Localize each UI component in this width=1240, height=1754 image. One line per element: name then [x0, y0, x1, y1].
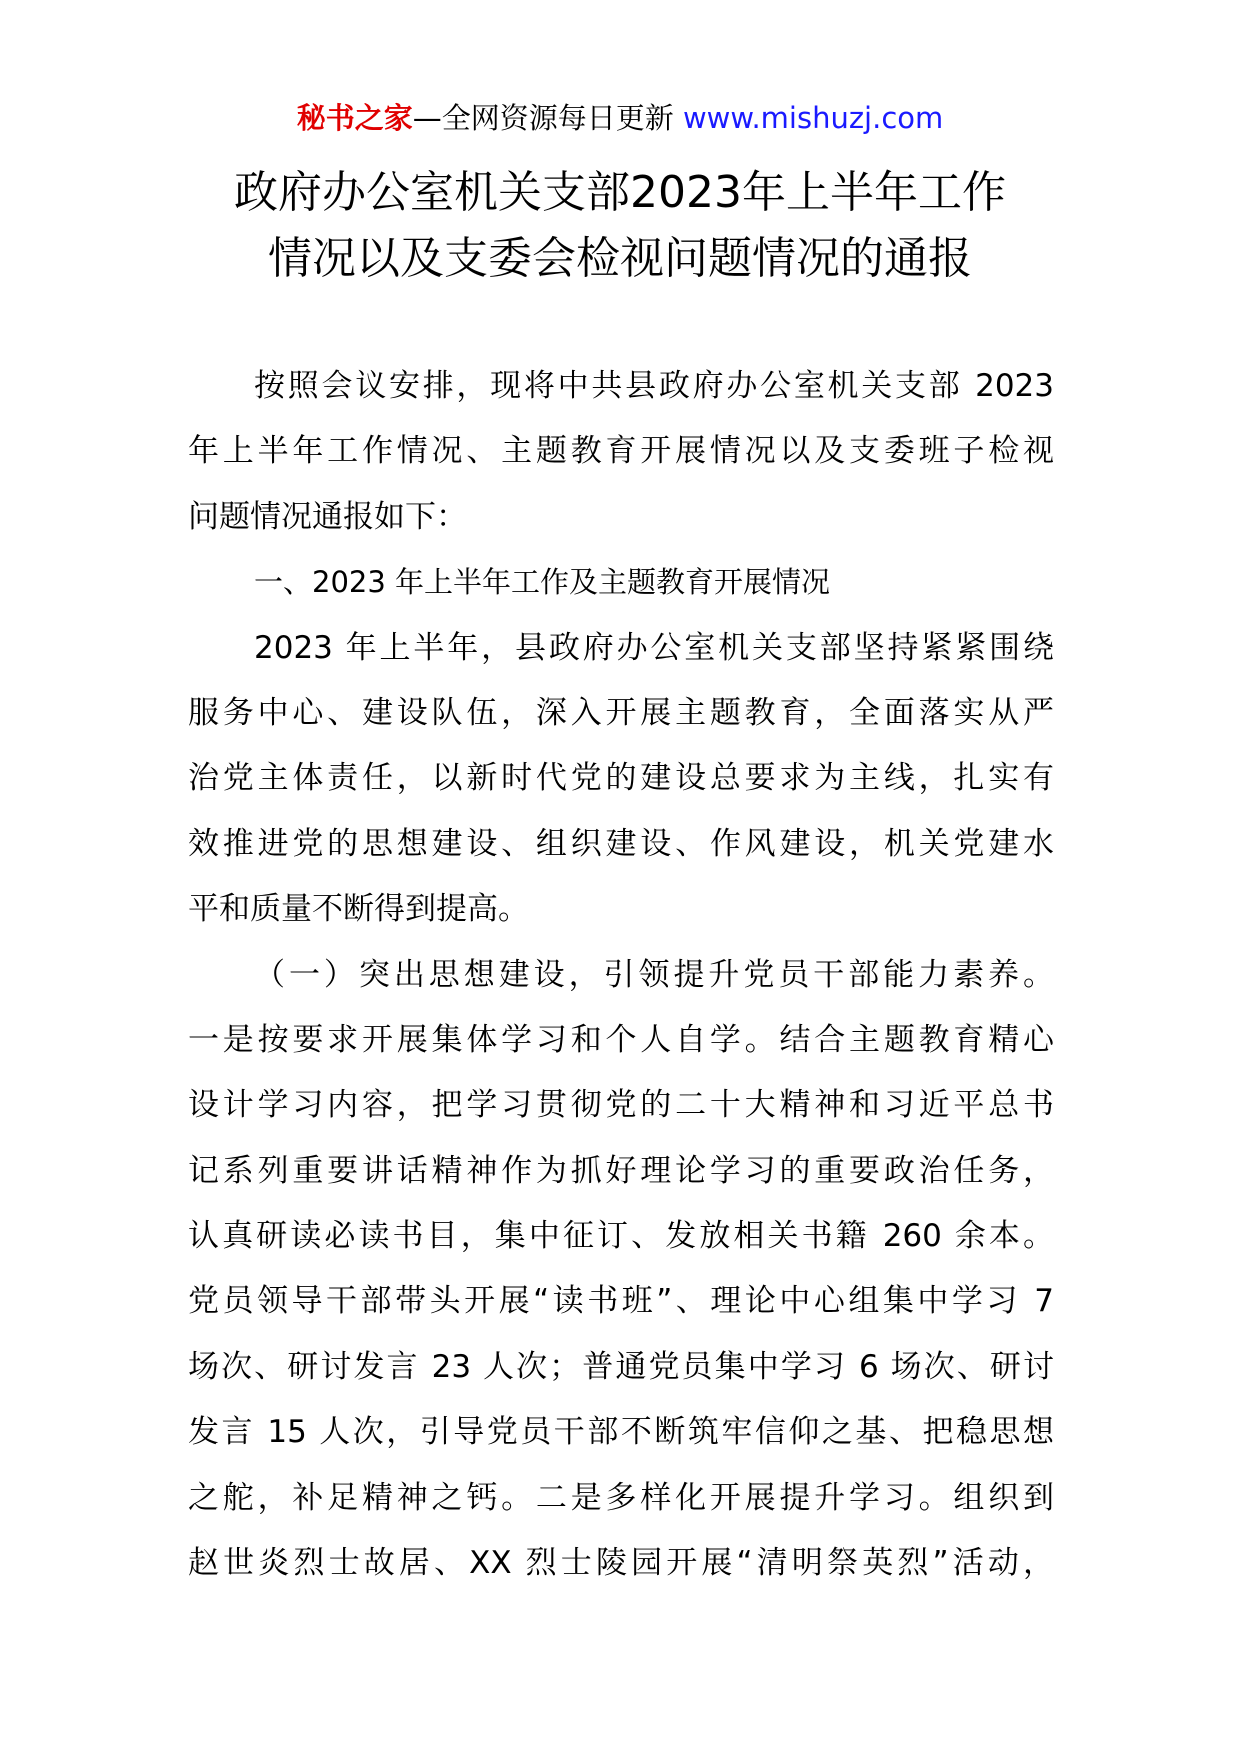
- body-line: 赵世炎烈士故居、XX 烈士陵园开展“清明祭英烈”活动，: [188, 1545, 1054, 1582]
- site-url[interactable]: www.mishuzj.com: [682, 101, 944, 135]
- body-line: 按照会议安排，现将中共县政府办公室机关支部 2023: [254, 368, 1054, 404]
- title-line-1: 政府办公室机关支部2023年上半年工作: [234, 167, 1006, 218]
- body-line: 场次、研讨发言 23 人次；普通党员集中学习 6 场次、研讨: [188, 1348, 1054, 1385]
- body-line: 年上半年工作情况、主题教育开展情况以及支委班子检视: [188, 433, 1054, 470]
- body-line: 党员领导干部带头开展“读书班”、理论中心组集中学习 7: [188, 1283, 1054, 1320]
- body-line: 效推进党的思想建设、组织建设、作风建设，机关党建水: [188, 825, 1054, 862]
- body-line: 一是按要求开展集体学习和个人自学。结合主题教育精心: [188, 1021, 1054, 1058]
- section-heading: 一、2023 年上半年工作及主题教育开展情况: [254, 565, 831, 600]
- body-line: 平和质量不断得到提高。: [188, 891, 529, 928]
- document-body: [188, 354, 1054, 1596]
- body-line: 服务中心、建设队伍，深入开展主题教育，全面落实从严: [188, 694, 1054, 731]
- document-title: [0, 160, 1240, 292]
- body-line: 问题情况通报如下：: [188, 498, 467, 535]
- body-line: 2023 年上半年，县政府办公室机关支部坚持紧紧围绕: [254, 629, 1054, 666]
- body-line: 设计学习内容，把学习贯彻党的二十大精神和习近平总书: [188, 1087, 1054, 1124]
- banner-tagline: —全网资源每日更新: [412, 101, 674, 135]
- subsection-heading: （一）突出思想建设，引领提升党员干部能力素养。: [254, 956, 1054, 993]
- body-line: 治党主体责任，以新时代党的建设总要求为主线，扎实有: [188, 760, 1054, 797]
- body-line: 认真研读必读书目，集中征订、发放相关书籍 260 余本。: [188, 1218, 1054, 1255]
- title-line-2: 情况以及支委会检视问题情况的通报: [268, 233, 972, 284]
- body-line: 之舵，补足精神之钙。二是多样化开展提升学习。组织到: [188, 1479, 1054, 1516]
- brand-name: 秘书之家: [296, 101, 413, 135]
- site-banner: [0, 98, 1240, 138]
- body-line: 发言 15 人次，引导党员干部不断筑牢信仰之基、把稳思想: [188, 1414, 1054, 1451]
- body-line: 记系列重要讲话精神作为抓好理论学习的重要政治任务，: [188, 1152, 1054, 1189]
